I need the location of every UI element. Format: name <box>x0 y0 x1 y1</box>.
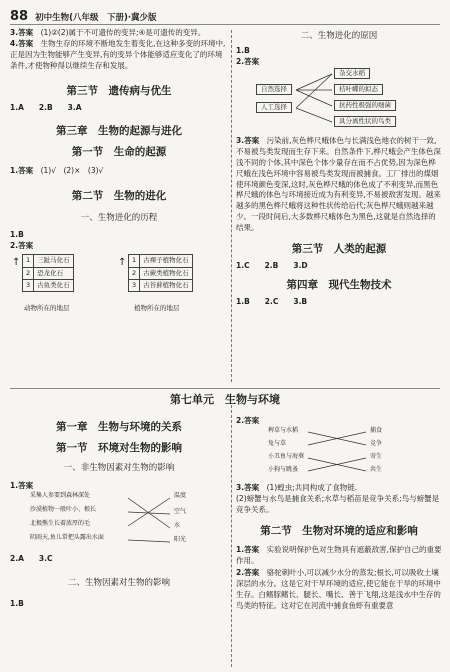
connection-lines <box>236 427 442 483</box>
answer-line: 1.B <box>236 46 250 56</box>
strata-diagram <box>10 254 228 324</box>
arrow-up-icon: ↑ <box>12 257 21 269</box>
subsection-title: 一、生物进化的历程 <box>80 213 158 224</box>
caption: 动物所在的地层 <box>24 304 70 313</box>
right-column-top <box>236 30 442 308</box>
answers-line: 1.C 2.B 3.D <box>236 261 308 271</box>
caption: 植物所在的地层 <box>134 304 180 313</box>
answer-line: 1.B <box>10 598 24 608</box>
answer-3: 3.答案 (1)蝗虫;共同构成了食物链. <box>236 482 358 492</box>
answer-line: 2.答案 <box>236 416 260 425</box>
section-title: 第二节 生物对环境的适应和影响 <box>260 524 418 537</box>
right-column-bottom <box>236 416 442 612</box>
subsection-title: 二、生物进化的原因 <box>300 31 378 41</box>
section-title: 第三节 人类的起源 <box>291 242 387 255</box>
unit-rule <box>10 388 440 389</box>
answer-line: 1.B <box>10 230 24 240</box>
answers-line: 1.A 2.B 3.A <box>10 102 82 112</box>
subsection-title: 二、生物因素对生物的影响 <box>67 577 170 588</box>
answer-4: 4.答案 生物生存的环境不断地发生着变化,在这种多变的环境中,正是因为生物能够产生变异,有的变异个体能够适应变化了的环境条件,才使物种得以继续生存和发展。 <box>10 38 226 70</box>
section-title: 第三节 遗传病与优生 <box>66 84 172 97</box>
left-column-bottom <box>10 420 228 610</box>
page-number: 88 <box>10 9 29 24</box>
section-title: 第一节 环境对生物的影响 <box>56 442 182 455</box>
selection-diagram: 自然选择 人工选择 杂交水稻 桔叶蝶的拟态 抗药性极强的细菌 具分离性状的鸟类 <box>236 68 442 134</box>
answer-line: 1.答案 <box>10 480 34 490</box>
left-column-top <box>10 28 228 324</box>
answer-line: 2.答案 <box>10 241 34 251</box>
answers-line: 2.A 3.C <box>10 553 53 563</box>
section-title: 第二节 生物的进化 <box>71 189 167 202</box>
arrow-up-icon: ↑ <box>118 257 127 269</box>
section-title: 第一节 生命的起源 <box>71 145 167 158</box>
chapter-title: 第三章 生物的起源与进化 <box>56 124 182 137</box>
column-divider-top <box>231 30 232 382</box>
plant-strata-table: 1 古裸子植物化石 2 古蕨类植物化石 3 古苔藓植物化石 <box>128 254 193 292</box>
unit-title: 第七单元 生物与环境 <box>170 393 280 406</box>
factor-matching-diagram: 采集人参要到森林深处 沙漠植物一般叶小、根长 北极熊生长着浓厚的毛 阴雨天,鱼儿常把头露出水面 温度 空气 水 阳光 <box>10 492 228 552</box>
animal-strata-table: 1 三趾马化石 2 恐龙化石 3 古鱼类化石 <box>22 254 74 292</box>
chapter-title: 第一章 生物与环境的关系 <box>56 421 182 433</box>
column-divider-bottom <box>231 405 232 667</box>
answer-line: 2.答案 <box>236 57 260 67</box>
answer-3-part2: (2)螃蟹与水鸟是捕食关系;水草与稻苗是竞争关系;鸟与螃蟹是竞争关系。 <box>236 493 440 514</box>
answer-3: 3.答案 污染前,灰色桦尺蛾体色与长满浅色地衣的树干一致,不易被鸟类发现而生存下来。自然条件下,桦尺蛾会产生体色深浅不同的个体,其中深色个体少量存在而不占优势,因为深色桦尺蛾在浅色环境中容易被鸟类发现而被捕食。工厂排出的煤烟使环境颜色变深,这时,灰色桦尺蛾的体色成了不利变异,而黑色桦尺蛾的体色与环境接近成为有利变异,不易被敌害发现。越来越多的黑色桦尺蛾将这种性状传给后代;灰色桦尺蛾则越来越少。一段时间后,大多数桦尺蛾体色为黑色,这就是自然选择的结果。 <box>236 136 441 233</box>
relation-matching-diagram: 稗草与水稻 兔与草 小丑鱼与海葵 小狗与跳蚤 捕食 竞争 寄生 共生 <box>236 427 442 483</box>
answer-line: 1.答案 (1)√ (2)× (3)√ <box>10 166 104 176</box>
answer-2: 2.答案 骆驼刺叶小,可以减少水分的蒸发;根长,可以吸收土壤深层的水分。这是它对干旱环境的适应,使它能在干旱的环境中生存。白鳍豚鳍长、腿长、嘴长、善于飞翔,这是浅水中生存的鸟类的特征。这对它在河流中捕食鱼虾有重要意 <box>236 568 441 611</box>
answers-line: 1.B 2.C 3.B <box>236 297 308 307</box>
book-title: 初中生物(八年级 下册)·冀少版 <box>35 13 157 23</box>
header-rule <box>10 24 440 25</box>
subsection-title: 一、非生物因素对生物的影响 <box>63 463 175 474</box>
answer-1: 1.答案 实验说明保护色对生物具有遮蔽敌害,保护自己的重要作用。 <box>236 544 442 565</box>
answer-3: 3.答案 (1)②(2)属于不可遗传的变异;④是可遗传的变异。 <box>10 28 206 37</box>
chapter-title: 第四章 现代生物技术 <box>286 279 392 292</box>
